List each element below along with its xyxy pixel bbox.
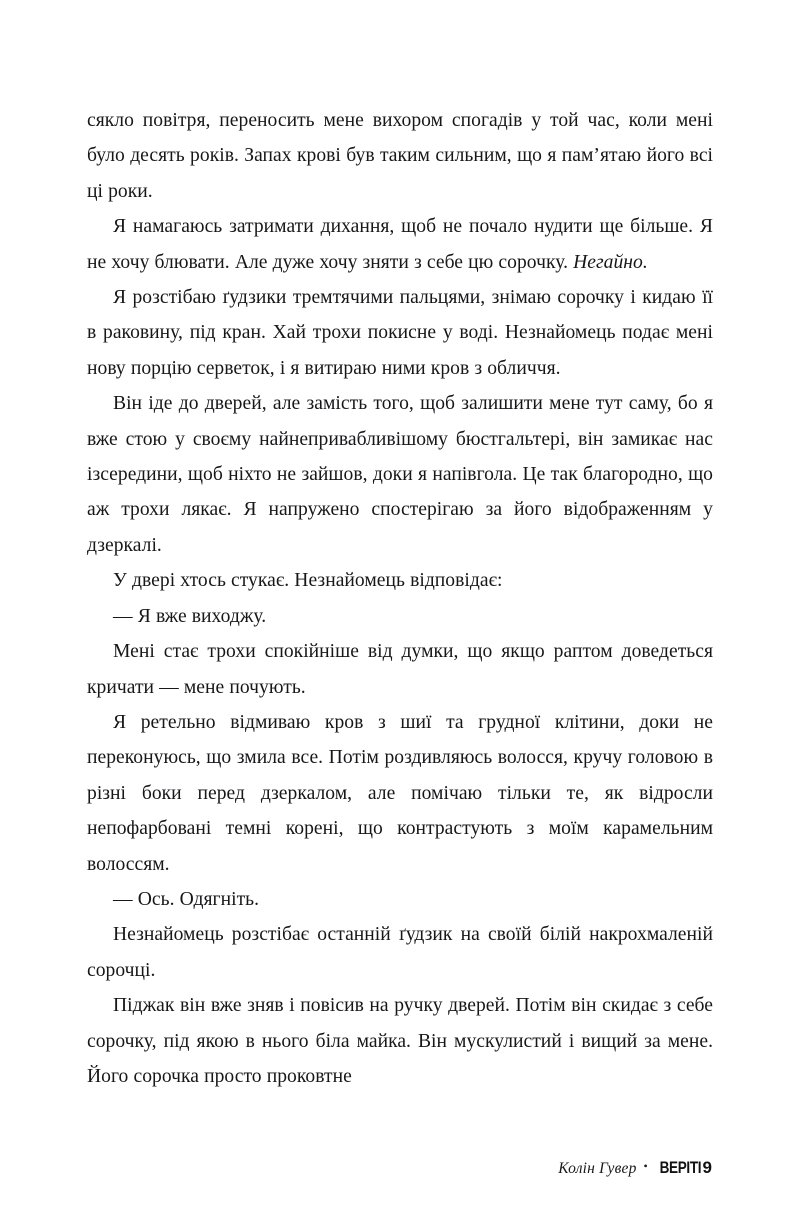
paragraph: Я ретельно відмиваю кров з шиї та грудної клітини, доки не переконуюсь, що змила все. Потім роздивляюсь волосся, кручу головою в різні боки перед дзеркалом, але помічаю тільки те, як відросли непофарбовані темні корені, що контрастують з моїм карамельним волоссям.	[87, 711, 713, 875]
page-number: 9	[702, 1158, 712, 1177]
paragraph: Мені стає трохи спокійніше від думки, що якщо раптом доведеться кричати — мене почують.	[87, 641, 713, 698]
footer-author-name: Колін Гувер	[558, 1160, 637, 1177]
paragraph: У двері хтось стукає. Незнайомець відповідає:	[113, 570, 503, 592]
paragraph: Він іде до дверей, але замість того, щоб залишити мене тут саму, бо я вже стою у своєму найнепривабливішому бюстгальтері, він замикає нас ізсередини, щоб ніхто не зайшов, доки я напівгола. Це так благородно, що аж трохи лякає. Я напружено спостерігаю за його відображенням у дзеркалі.	[87, 393, 713, 556]
paragraph: Піджак він вже зняв і повісив на ручку дверей. Потім він скидає з себе сорочку, під якою в нього біла майка. Він мускулистий і вищий за мене. Його сорочка просто проковтне	[87, 995, 713, 1087]
dialogue-line: — Ось. Одягніть.	[113, 888, 260, 910]
dialogue-line: — Я вже виходжу.	[113, 605, 267, 627]
page-text-block	[87, 103, 713, 1094]
footer-book-title: ВЕРІТІ	[659, 1159, 701, 1177]
paragraph-text-segment: Я намагаюсь затримати дихання, щоб не почало нудити ще більше. Я не хочу блювати. Але дуже хочу зняти з себе цю сорочку.	[87, 216, 713, 273]
emphasis-negayno: Негайно.	[573, 251, 648, 273]
paragraph-continuation: сякло повітря, переносить мене вихором спогадів у той час, коли мені було десять років. Запах крові був таким сильним, що я пам’ятаю його всі ці роки.	[87, 110, 713, 202]
page-footer	[558, 1158, 712, 1178]
bullet-separator-icon: •	[643, 1159, 648, 1173]
paragraph: Незнайомець розстібає останній ґудзик на своїй білій накрохмаленій сорочці.	[87, 924, 713, 981]
paragraph	[87, 209, 713, 280]
paragraph: Я розстібаю ґудзики тремтячими пальцями, знімаю сорочку і кидаю її в раковину, під кран. Хай трохи покисне у воді. Незнайомець подає мені нову порцію серветок, і я витираю ними кров з обличчя.	[87, 287, 713, 379]
